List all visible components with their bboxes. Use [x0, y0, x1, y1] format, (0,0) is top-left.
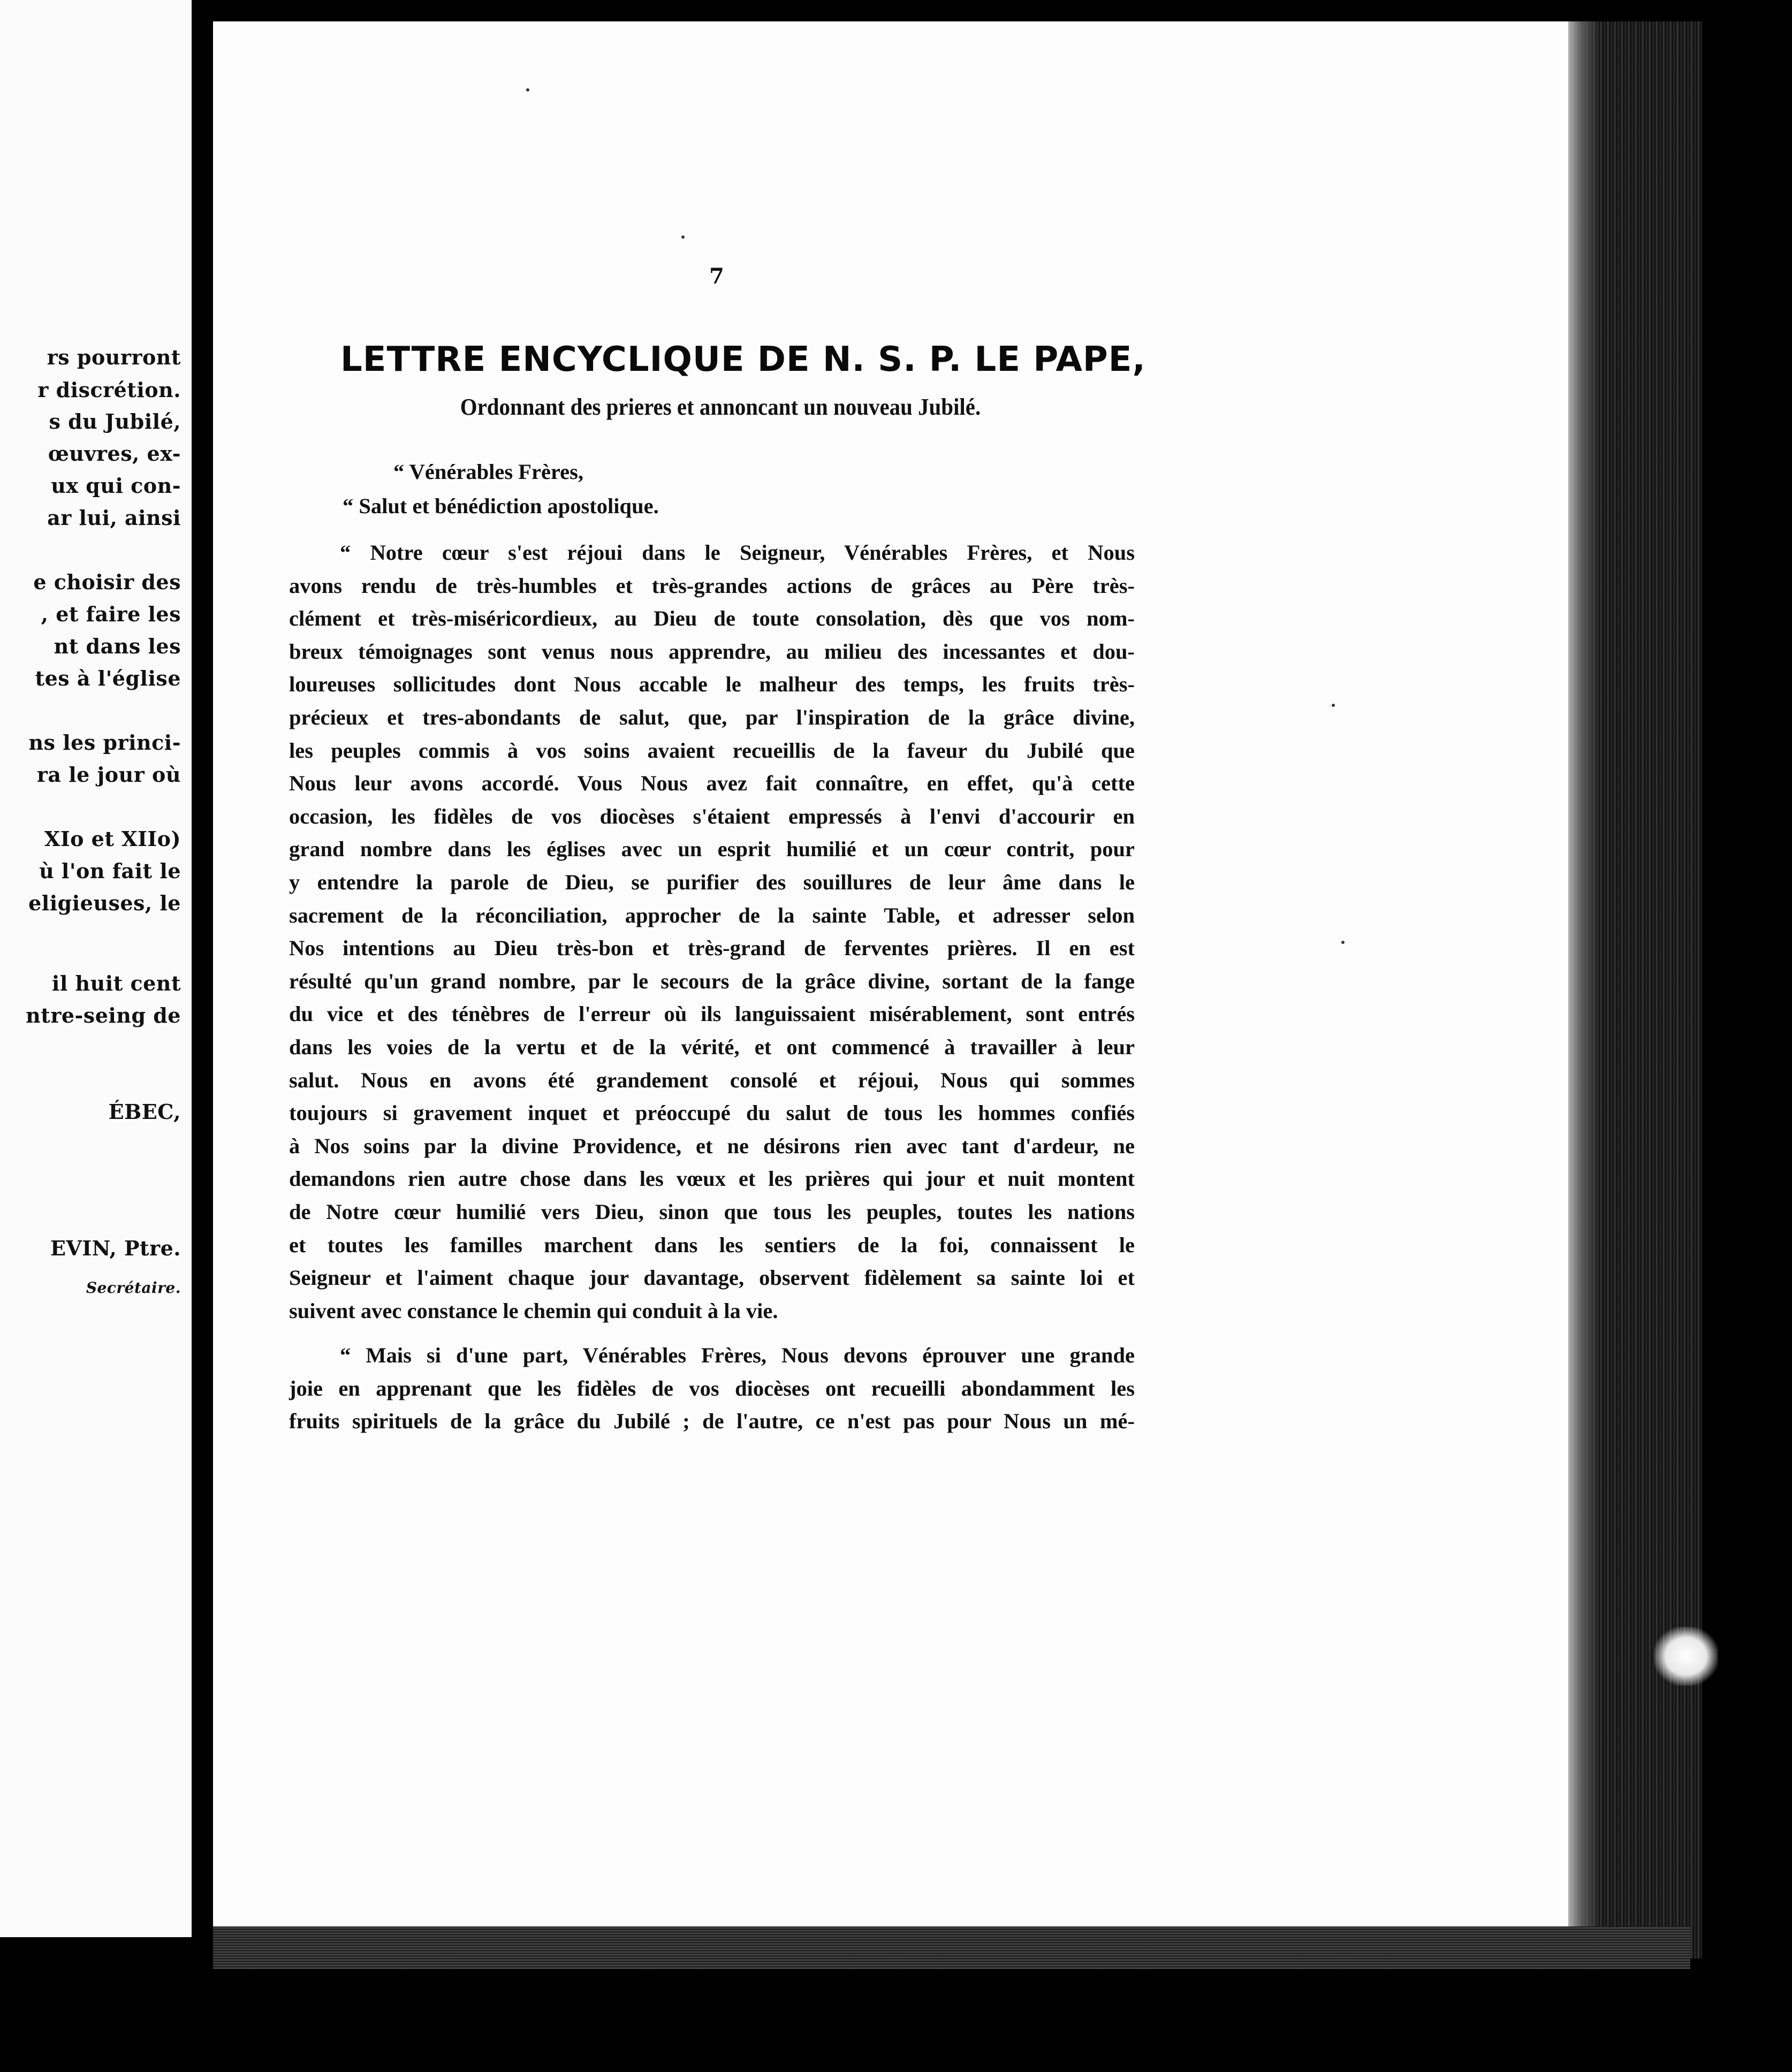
book-gutter [192, 0, 213, 2072]
text-line: dans les voies de la vertu et de la vérité, et ont commencé à travailler à leur [289, 1035, 1135, 1059]
left-page-text-line: ns les princi- [28, 730, 181, 755]
paper-speck [526, 88, 529, 92]
left-page-text-line: s du Jubilé, [49, 409, 181, 433]
left-page-text-line: tes à l'église [35, 666, 181, 690]
left-page-signature: EVIN, Ptre. [50, 1236, 181, 1260]
text-line: les peuples commis à vos soins avaient recueillis de la faveur du Jubilé que [289, 738, 1135, 763]
salutation: “ Vénérables Frères, [393, 460, 584, 484]
text-line: du vice et des ténèbres de l'erreur où ils languissaient misérablement, sont entrés [289, 1002, 1135, 1026]
text-line: sacrement de la réconciliation, approcher de la sainte Table, et adresser selon [289, 903, 1135, 927]
left-page-text-line: ra le jour où [36, 763, 181, 787]
text-line: loureuses sollicitudes dont Nous accable le malheur des temps, les fruits très- [289, 672, 1135, 697]
paper-speck [1341, 941, 1345, 944]
left-page-text-line: e choisir des [33, 570, 181, 594]
text-line: précieux et tres-abondants de salut, que, par l'inspiration de la grâce divine, [289, 705, 1135, 729]
text-line: résulté qu'un grand nombre, par le secours de la grâce divine, sortant de la fange [289, 969, 1135, 993]
paper-speck [681, 235, 685, 239]
document-title: LETTRE ENCYCLIQUE DE N. S. P. LE PAPE, [340, 340, 1146, 379]
text-line: grand nombre dans les églises avec un esprit humilié et un cœur contrit, pour [289, 837, 1135, 862]
text-line: à Nos soins par la divine Providence, et ne désirons rien avec tant d'ardeur, ne [289, 1133, 1135, 1158]
page-number: 7 [709, 264, 724, 289]
left-page-text-line: œuvres, ex- [48, 441, 181, 466]
text-line: breux témoignages sont venus nous apprendre, au milieu des incessantes et dou- [289, 639, 1135, 664]
text-line: y entendre la parole de Dieu, se purifier des souillures de leur âme dans le [289, 870, 1135, 894]
left-page-text-line: nt dans les [54, 634, 181, 658]
left-page-text-line: ÉBEC, [108, 1100, 181, 1124]
left-facing-page [0, 0, 192, 1937]
text-line: fruits spirituels de la grâce du Jubilé ; de l'autre, ce n'est pas pour Nous un mé- [289, 1409, 1135, 1434]
text-line: joie en apprenant que les fidèles de vos diocèses ont recueilli abondamment les [289, 1376, 1135, 1400]
text-line: “ Mais si d'une part, Vénérables Frères, Nous devons éprouver une grande [340, 1343, 1135, 1367]
greeting: “ Salut et bénédiction apostolique. [343, 494, 659, 518]
page-edge-highlight [1654, 1627, 1718, 1686]
left-page-text-line: ux qui con- [51, 474, 181, 498]
left-page-text-line: ar lui, ainsi [47, 506, 181, 530]
text-line: et toutes les familles marchent dans les sentiers de la foi, connaissent le [289, 1232, 1135, 1257]
left-page-text-line: il huit cent [51, 971, 181, 995]
text-line: avons rendu de très-humbles et très-grandes actions de grâces au Père très- [289, 573, 1135, 598]
text-line: occasion, les fidèles de vos diocèses s'étaient empressés à l'envi d'accourir en [289, 804, 1135, 828]
text-line: “ Notre cœur s'est réjoui dans le Seigneur, Vénérables Frères, et Nous [340, 540, 1135, 565]
left-page-text-line: eligieuses, le [28, 891, 181, 915]
text-line: Seigneur et l'aiment chaque jour davantage, observent fidèlement sa sainte loi et [289, 1266, 1135, 1290]
left-page-signature-title: Secrétaire. [86, 1279, 181, 1297]
text-line: Nos intentions au Dieu très-bon et très-grand de ferventes prières. Il en est [289, 936, 1135, 961]
left-page-text-line: r discrétion. [37, 378, 181, 402]
left-page-text-line: XIo et XIIo) [44, 827, 181, 851]
document-subtitle: Ordonnant des prieres et annoncant un nouveau Jubilé. [460, 394, 981, 420]
text-line: clément et très-miséricordieux, au Dieu de toute consolation, dès que vos nom- [289, 606, 1135, 631]
book-bottom-edge [213, 1926, 1690, 1969]
text-line: toujours si gravement inquet et préoccupé du salut de tous les hommes confiés [289, 1101, 1135, 1125]
left-page-text-line: rs pourront [47, 345, 181, 369]
left-page-text-line: ntre-seing de [26, 1003, 181, 1027]
paper-speck [1332, 704, 1335, 707]
text-line: demandons rien autre chose dans les vœux et les prières qui jour et nuit montent [289, 1167, 1135, 1191]
left-page-text-line: ù l'on fait le [39, 859, 181, 883]
text-line: suivent avec constance le chemin qui conduit à la vie. [289, 1298, 778, 1323]
text-line: de Notre cœur humilié vers Dieu, sinon que tous les peuples, toutes les nations [289, 1200, 1135, 1224]
text-line: salut. Nous en avons été grandement consolé et réjoui, Nous qui sommes [289, 1068, 1135, 1092]
text-line: Nous leur avons accordé. Vous Nous avez fait connaître, en effet, qu'à cette [289, 771, 1135, 796]
left-page-text-line: , et faire les [41, 602, 181, 626]
